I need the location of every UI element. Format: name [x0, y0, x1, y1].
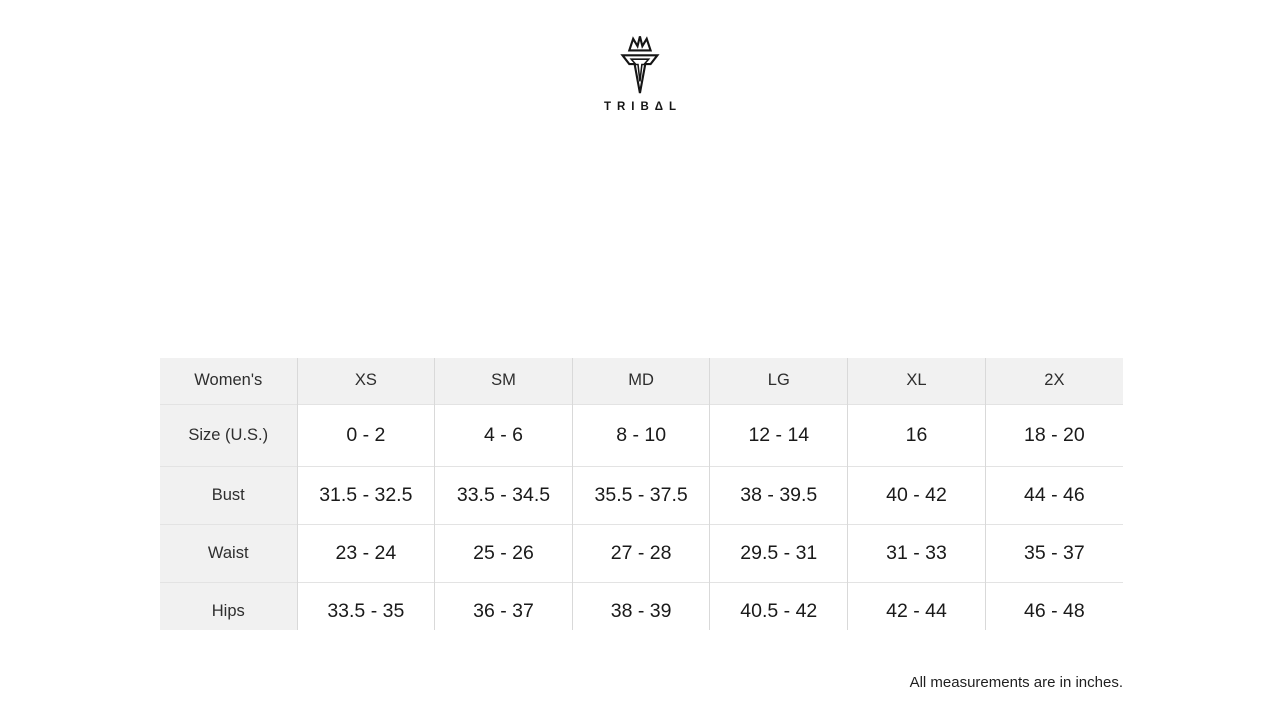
size-cell: 27 - 28: [572, 524, 710, 582]
size-cell: 25 - 26: [435, 524, 573, 582]
size-chart-container: [160, 358, 1123, 630]
size-cell: 40.5 - 42: [710, 582, 848, 630]
size-cell: 31.5 - 32.5: [297, 466, 435, 524]
size-cell: 8 - 10: [572, 404, 710, 466]
size-cell: 40 - 42: [848, 466, 986, 524]
brand-logo: [598, 34, 682, 113]
size-cell: 46 - 48: [985, 582, 1123, 630]
column-header-xs: XS: [297, 358, 435, 404]
size-cell: 35 - 37: [985, 524, 1123, 582]
size-cell: 33.5 - 35: [297, 582, 435, 630]
row-label-hips: Hips: [160, 582, 297, 630]
table-row-bust: [160, 466, 1123, 524]
row-label-bust: Bust: [160, 466, 297, 524]
column-header-womens: Women's: [160, 358, 297, 404]
size-cell: 12 - 14: [710, 404, 848, 466]
size-cell: 29.5 - 31: [710, 524, 848, 582]
table-row-hips: [160, 582, 1123, 630]
column-header-md: MD: [572, 358, 710, 404]
column-header-sm: SM: [435, 358, 573, 404]
column-header-2x: 2X: [985, 358, 1123, 404]
brand-name: TRIBΔL: [603, 101, 683, 113]
size-cell: 38 - 39.5: [710, 466, 848, 524]
row-label-size-us: Size (U.S.): [160, 404, 297, 466]
size-chart-table: [160, 358, 1123, 630]
table-row-waist: [160, 524, 1123, 582]
size-cell: 0 - 2: [297, 404, 435, 466]
measurements-note: All measurements are in inches.: [909, 674, 1123, 691]
column-header-lg: LG: [710, 358, 848, 404]
crown-t-monogram-icon: [616, 34, 664, 96]
size-chart-header-row: [160, 358, 1123, 404]
size-cell: 33.5 - 34.5: [435, 466, 573, 524]
size-cell: 44 - 46: [985, 466, 1123, 524]
size-cell: 42 - 44: [848, 582, 986, 630]
column-header-xl: XL: [848, 358, 986, 404]
size-cell: 35.5 - 37.5: [572, 466, 710, 524]
table-row-size-us: [160, 404, 1123, 466]
size-cell: 31 - 33: [848, 524, 986, 582]
size-cell: 4 - 6: [435, 404, 573, 466]
size-cell: 23 - 24: [297, 524, 435, 582]
size-cell: 38 - 39: [572, 582, 710, 630]
size-cell: 16: [848, 404, 986, 466]
row-label-waist: Waist: [160, 524, 297, 582]
size-cell: 18 - 20: [985, 404, 1123, 466]
size-cell: 36 - 37: [435, 582, 573, 630]
